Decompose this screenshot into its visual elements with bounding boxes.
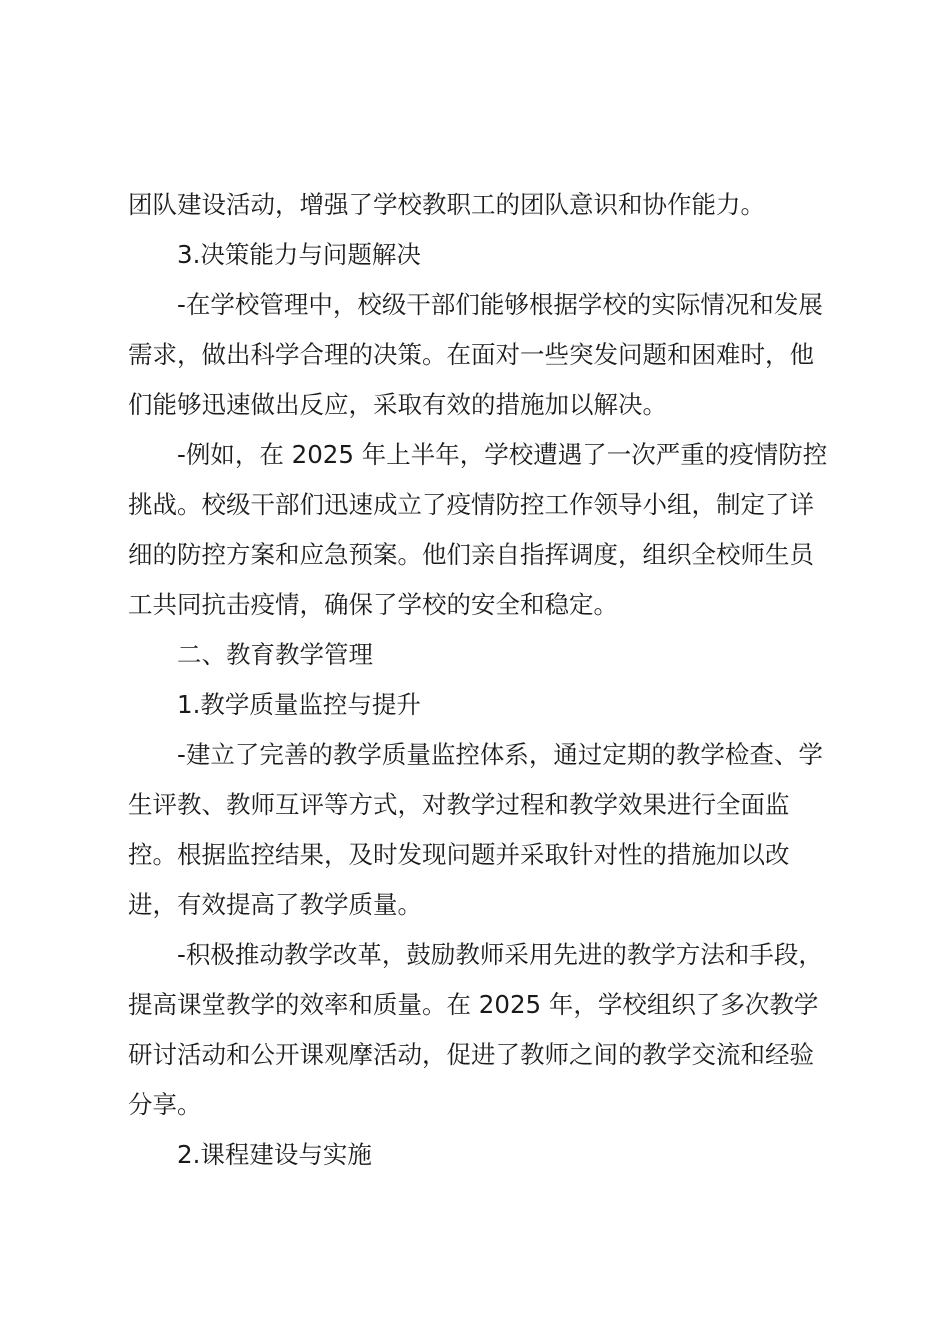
paragraph-quality-monitoring: -建立了完善的教学质量监控体系，通过定期的教学检查、学生评教、教师互评等方式，对教学过程和教学效果进行全面监控。根据监控结果，及时发现问题并采取针对性的措施加以改进，有效提高了教学质量。	[128, 740, 823, 919]
paragraph-decision-making: -在学校管理中，校级干部们能够根据学校的实际情况和发展需求，做出科学合理的决策。在面对一些突发问题和困难时，他们能够迅速做出反应，采取有效的措施加以解决。	[128, 290, 823, 419]
paragraph-continuation: 团队建设活动，增强了学校教职工的团队意识和协作能力。	[128, 190, 765, 219]
subsection-heading-quality: 1.教学质量监控与提升	[177, 690, 421, 719]
paragraph-teaching-reform: -积极推动教学改革，鼓励教师采用先进的教学方法和手段，提高课堂教学的效率和质量。在 2025 年，学校组织了多次教学研讨活动和公开课观摩活动，促进了教师之间的教学交流和经验分享。	[128, 940, 823, 1119]
subsection-heading-curriculum: 2.课程建设与实施	[177, 1140, 372, 1169]
document-body	[128, 180, 828, 1180]
section-heading-teaching-management: 二、教育教学管理	[177, 640, 373, 669]
subsection-heading-decision: 3.决策能力与问题解决	[177, 240, 421, 269]
paragraph-epidemic-example: -例如，在 2025 年上半年，学校遭遇了一次严重的疫情防控挑战。校级干部们迅速成立了疫情防控工作领导小组，制定了详细的防控方案和应急预案。他们亲自指挥调度，组织全校师生员工共同抗击疫情，确保了学校的安全和稳定。	[128, 440, 828, 619]
